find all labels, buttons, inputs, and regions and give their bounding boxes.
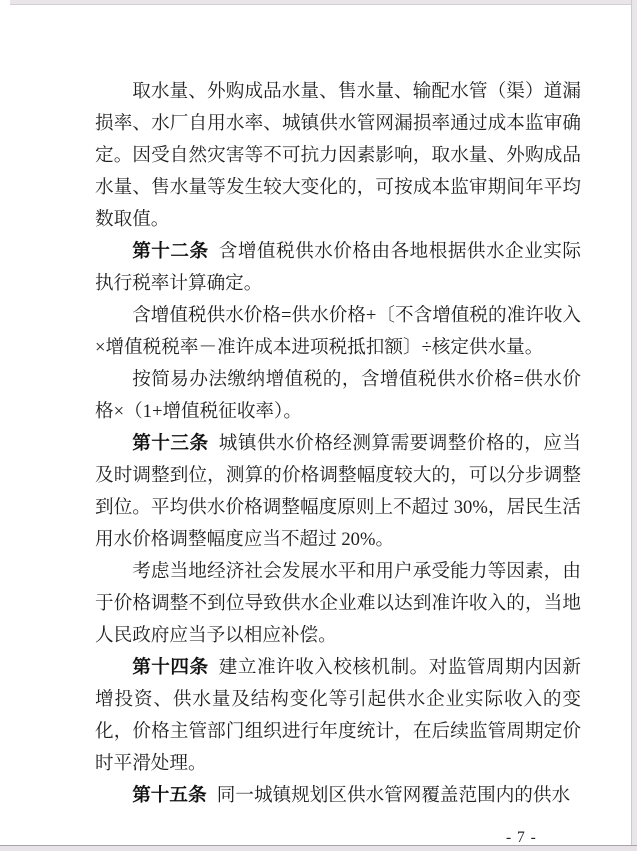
scan-edge-right [631,0,637,851]
paragraph-simple-vat-method [95,364,581,428]
paragraph-text: 建立准许收入校核机制。对监管周期内因新增投资、供水量及结构变化等引起供水企业实际收入的变化，价格主管部门组织进行年度统计，在后续监管周期定价时平滑处理。 [95,657,581,774]
article-15-heading: 第十五条 [132,785,207,806]
paragraph-article-12 [95,236,581,300]
paragraph-text: 含增值税供水价格=供水价格+〔不含增值税的准许收入×增值税税率－准许成本进项税抵扣额〕÷核定供水量。 [95,305,581,358]
paragraph-article-15 [95,780,581,812]
paragraph-text: 城镇供水价格经测算需要调整价格的，应当及时调整到位，测算的价格调整幅度较大的，可以分步调整到位。平均供水价格调整幅度原则上不超过 30%，居民生活用水价格调整幅度应当不超过 20%。 [95,433,581,550]
paragraph-compensation [95,556,581,652]
paragraph-text: 考虑当地经济社会发展水平和用户承受能力等因素，由于价格调整不到位导致供水企业难以达到准许收入的，当地人民政府应当予以相应补偿。 [95,561,581,646]
scan-edge-top [10,0,637,5]
paragraph-article-14 [95,652,581,780]
article-14-heading: 第十四条 [132,657,209,678]
page-number: - 7 - [506,829,537,846]
paragraph-article-13 [95,428,581,556]
paragraph-text: 按简易办法缴纳增值税的，含增值税供水价格=供水价格×（1+增值税征收率）。 [95,369,581,422]
paragraph-text: 取水量、外购成品水量、售水量、输配水管（渠）道漏损率、水厂自用水率、城镇供水管网漏损率通过成本监审确定。因受自然灾害等不可抗力因素影响，取水量、外购成品水量、售水量等发生较大变化的，可按成本监审期间年平均数取值。 [95,81,581,230]
document-body [95,76,581,812]
article-13-heading: 第十三条 [132,433,209,454]
article-12-heading: 第十二条 [132,241,209,262]
paragraph-text: 同一城镇规划区供水管网覆盖范围内的供水 [216,785,571,806]
paragraph-volumes-cost-review [95,76,581,236]
paragraph-vat-formula [95,300,581,364]
paragraph-text: 含增值税供水价格由各地根据供水企业实际执行税率计算确定。 [95,241,581,294]
